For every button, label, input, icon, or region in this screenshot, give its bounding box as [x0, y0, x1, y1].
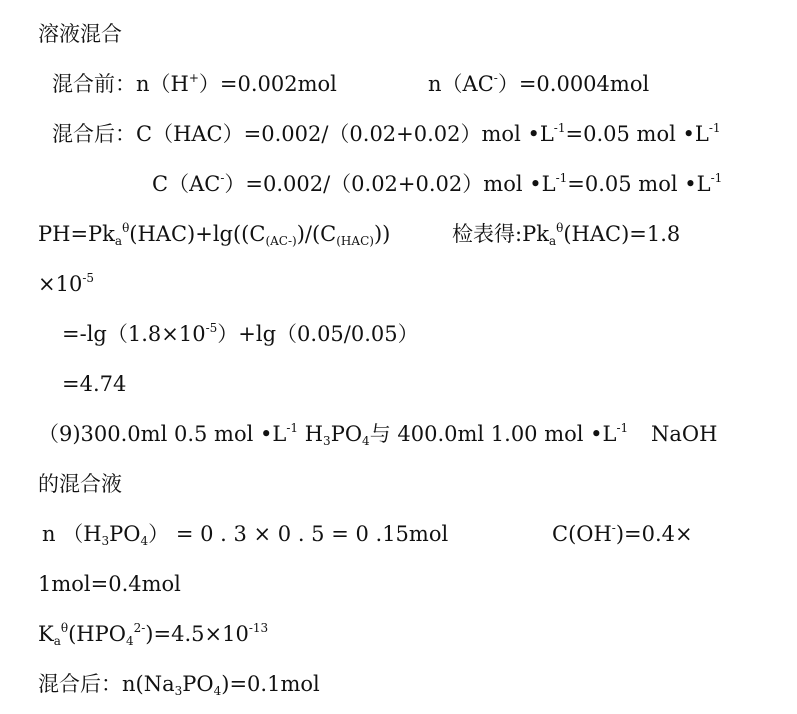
line-result: =4.74: [62, 372, 127, 396]
line-ph-formula: $PH=Pk_a^\theta(HAC)+\lg((C_{(AC-)})/(C_{(HAC)}))$: [38, 221, 391, 248]
heading-solution-mixing: 溶液混合: [38, 22, 122, 46]
line-after-mixing-ac: C（AC-）=0.002/（0.02+0.02）mol $•L^{-1}=0.05$ mol $•L^{-1}$: [152, 171, 723, 196]
line-oh-amount: 1mol=0.4mol: [38, 572, 181, 596]
line-lookup-pka: 检表得$:Pk_a^\theta(HAC)=1.8$: [452, 221, 681, 248]
line-before-mixing: 混合前：n（H+）=0.002mol: [52, 71, 337, 96]
line-problem-9: （9)300.0ml 0.5 mol $•L^{-1}$ $H_3PO_4$与 400.0ml 1.00 mol $•L^{-1}$: [38, 421, 629, 448]
line-after-mixing-hac: 混合后：C（HAC）=0.002/（0.02+0.02）mol $•L^{-1}=0.05$ mol $•L^{-1}$: [52, 121, 721, 146]
line-problem-9-naoh: NaOH: [651, 422, 718, 446]
line-ka-hpo4: $K_a^\theta(HPO_4^{2-})=4.5\times 10^{-13}$: [38, 621, 269, 648]
line-mixed-solution: 的混合液: [38, 472, 122, 496]
line-before-mixing-ac: n（AC-）=0.0004mol: [428, 71, 650, 96]
line-after-mixing-na3po4: 混合后：$n(Na_3PO_4)=0.1mol$: [38, 672, 320, 698]
line-times-ten: $\times 10^{-5}$: [38, 271, 95, 296]
line-calc-step: $=-\lg(1.8\times 10^{-5})+\lg(0.05/0.05)$: [62, 321, 419, 346]
line-n-h3po4: n $(H_3PO_4) = 0$ . 3 × 0 . 5 = 0 .15mol: [42, 522, 449, 548]
line-c-oh: C(OH-)=0.4×: [552, 521, 693, 546]
